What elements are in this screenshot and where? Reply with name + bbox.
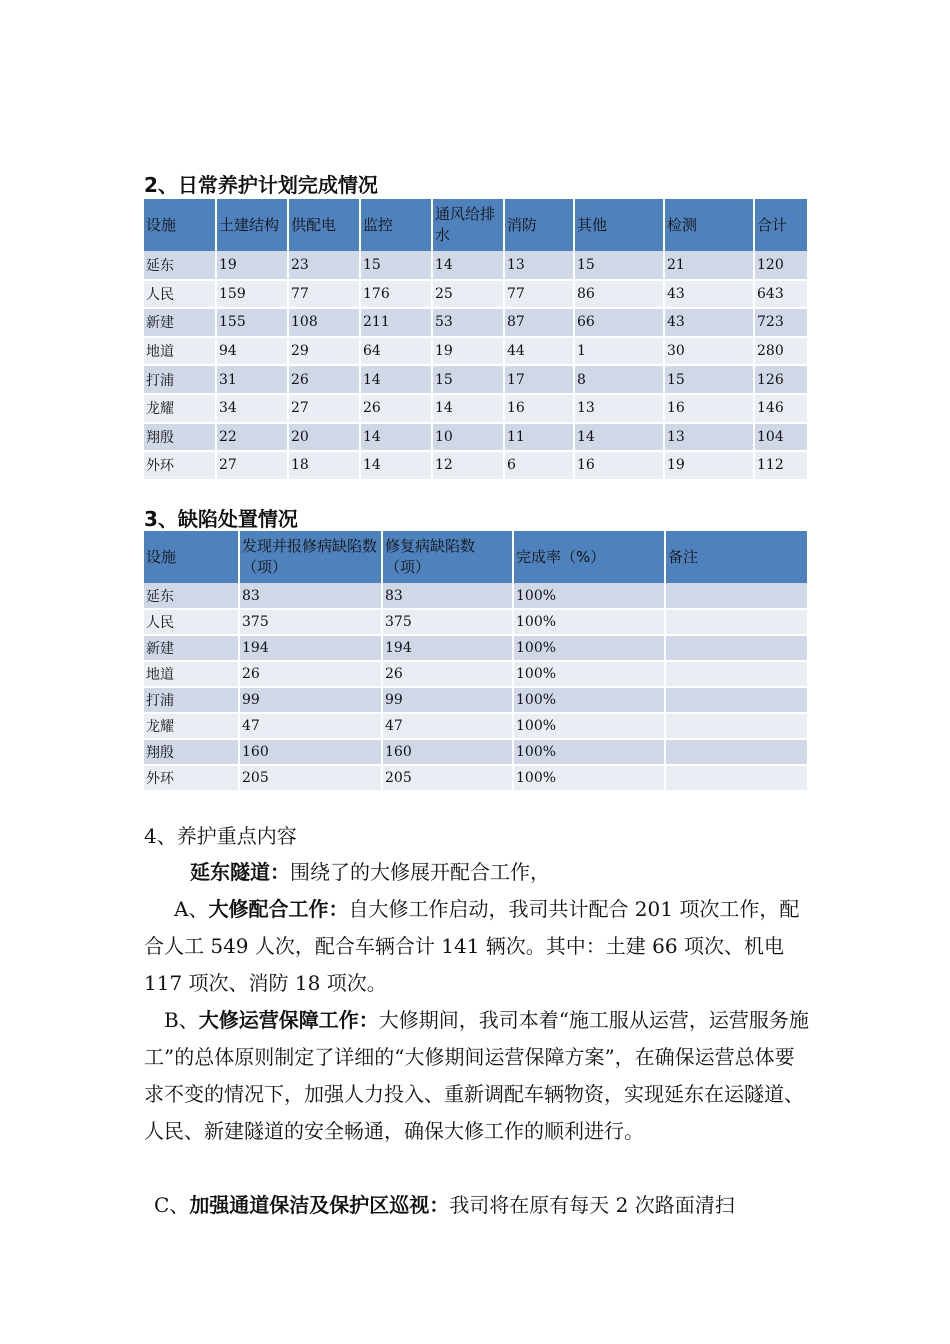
table-cell: 21 bbox=[664, 251, 754, 280]
table-row bbox=[144, 713, 807, 739]
table-row bbox=[144, 661, 807, 687]
defect-handling-table bbox=[144, 531, 807, 792]
yandong-text: 围绕了的大修展开配合工作， bbox=[290, 860, 550, 884]
table-row bbox=[144, 687, 807, 713]
table-cell: 25 bbox=[432, 280, 504, 309]
table-cell: 6 bbox=[504, 451, 574, 480]
column-header: 通风给排水 bbox=[432, 199, 504, 251]
table-cell: 30 bbox=[664, 337, 754, 366]
table-cell: 176 bbox=[360, 280, 432, 309]
paragraph-b-label: 大修运营保障工作： bbox=[198, 1008, 379, 1032]
table-cell: 13 bbox=[574, 394, 664, 423]
table-cell bbox=[665, 739, 807, 765]
table-cell: 86 bbox=[574, 280, 664, 309]
column-header: 备注 bbox=[665, 531, 807, 583]
table-cell: 43 bbox=[664, 280, 754, 309]
table-cell: 100% bbox=[513, 765, 665, 791]
table-cell: 723 bbox=[754, 308, 807, 337]
table-cell: 100% bbox=[513, 687, 665, 713]
column-header: 设施 bbox=[144, 199, 216, 251]
table-cell: 18 bbox=[288, 451, 360, 480]
table-cell: 14 bbox=[574, 423, 664, 452]
table-cell: 47 bbox=[239, 713, 382, 739]
table-cell: 20 bbox=[288, 423, 360, 452]
table-cell: 8 bbox=[574, 365, 664, 394]
paragraph-b-text: 大修期间，我司本着“施工服从运营，运营服务施工”的总体原则制定了详细的“大修期间运营保障方案”，在确保运营总体要求不变的情况下，加强人力投入、重新调配车辆物资，实现延东在运隧道、人民、新建隧道的安全畅通，确保大修工作的顺利进行。 bbox=[144, 1008, 809, 1143]
table-cell: 26 bbox=[360, 394, 432, 423]
table-cell: 13 bbox=[504, 251, 574, 280]
table-cell: 100% bbox=[513, 583, 665, 609]
facility-cell: 新建 bbox=[144, 635, 239, 661]
table-cell: 94 bbox=[216, 337, 288, 366]
table-cell: 280 bbox=[754, 337, 807, 366]
table-cell: 77 bbox=[288, 280, 360, 309]
paragraph-c-prefix: C、 bbox=[154, 1193, 190, 1217]
column-header: 完成率（%） bbox=[513, 531, 665, 583]
table-cell: 11 bbox=[504, 423, 574, 452]
paragraph-c-label: 加强通道保洁及保护区巡视： bbox=[189, 1193, 450, 1217]
facility-cell: 地道 bbox=[144, 661, 239, 687]
table-cell bbox=[665, 661, 807, 687]
table-header-row bbox=[144, 199, 807, 251]
table-cell: 205 bbox=[382, 765, 513, 791]
table-cell: 194 bbox=[239, 635, 382, 661]
table-row bbox=[144, 280, 807, 309]
table-cell: 22 bbox=[216, 423, 288, 452]
table-cell: 27 bbox=[216, 451, 288, 480]
table-cell: 83 bbox=[382, 583, 513, 609]
table-cell: 375 bbox=[382, 609, 513, 635]
table-cell: 66 bbox=[574, 308, 664, 337]
table-row bbox=[144, 609, 807, 635]
table-cell: 375 bbox=[239, 609, 382, 635]
table-cell bbox=[665, 713, 807, 739]
table-cell: 16 bbox=[664, 394, 754, 423]
column-header: 供配电 bbox=[288, 199, 360, 251]
section-4-title: 4、养护重点内容 bbox=[144, 824, 297, 848]
table-cell: 100% bbox=[513, 635, 665, 661]
table-row bbox=[144, 765, 807, 791]
table-row bbox=[144, 308, 807, 337]
table-row bbox=[144, 635, 807, 661]
table-cell: 100% bbox=[513, 739, 665, 765]
column-header: 监控 bbox=[360, 199, 432, 251]
table-row bbox=[144, 423, 807, 452]
column-header: 合计 bbox=[754, 199, 807, 251]
facility-cell: 人民 bbox=[144, 280, 216, 309]
table-cell: 53 bbox=[432, 308, 504, 337]
table-cell: 194 bbox=[382, 635, 513, 661]
facility-cell: 新建 bbox=[144, 308, 216, 337]
paragraph-b-prefix: B、 bbox=[164, 1008, 199, 1032]
table-cell: 15 bbox=[360, 251, 432, 280]
table-cell: 104 bbox=[754, 423, 807, 452]
table-cell: 15 bbox=[574, 251, 664, 280]
table-cell: 10 bbox=[432, 423, 504, 452]
table-cell: 77 bbox=[504, 280, 574, 309]
table-row bbox=[144, 394, 807, 423]
table-cell: 12 bbox=[432, 451, 504, 480]
table-cell bbox=[665, 687, 807, 713]
column-header: 消防 bbox=[504, 199, 574, 251]
column-header: 土建结构 bbox=[216, 199, 288, 251]
facility-cell: 外环 bbox=[144, 765, 239, 791]
daily-maintenance-table bbox=[144, 199, 807, 481]
facility-cell: 打浦 bbox=[144, 365, 216, 394]
yandong-intro bbox=[144, 854, 814, 891]
table-cell: 146 bbox=[754, 394, 807, 423]
table-cell: 1 bbox=[574, 337, 664, 366]
table-row bbox=[144, 451, 807, 480]
table-cell: 26 bbox=[239, 661, 382, 687]
table-cell bbox=[665, 583, 807, 609]
table-cell: 26 bbox=[382, 661, 513, 687]
column-header: 其他 bbox=[574, 199, 664, 251]
table-cell: 100% bbox=[513, 661, 665, 687]
table-cell: 13 bbox=[664, 423, 754, 452]
table-cell: 14 bbox=[432, 394, 504, 423]
table-cell: 205 bbox=[239, 765, 382, 791]
table-cell: 14 bbox=[432, 251, 504, 280]
paragraph-b bbox=[144, 1002, 814, 1150]
paragraph-a bbox=[144, 891, 814, 1002]
table-cell: 99 bbox=[382, 687, 513, 713]
table-row bbox=[144, 365, 807, 394]
table-cell: 99 bbox=[239, 687, 382, 713]
table-cell: 64 bbox=[360, 337, 432, 366]
table-cell: 14 bbox=[360, 365, 432, 394]
facility-cell: 翔殷 bbox=[144, 423, 216, 452]
section-3-title: 3、缺陷处置情况 bbox=[144, 507, 298, 531]
table-cell: 44 bbox=[504, 337, 574, 366]
table-cell: 126 bbox=[754, 365, 807, 394]
table-cell bbox=[665, 635, 807, 661]
facility-cell: 人民 bbox=[144, 609, 239, 635]
facility-cell: 龙耀 bbox=[144, 394, 216, 423]
column-header: 设施 bbox=[144, 531, 239, 583]
table-cell: 19 bbox=[216, 251, 288, 280]
table-cell: 19 bbox=[664, 451, 754, 480]
table-cell: 16 bbox=[574, 451, 664, 480]
table-cell: 17 bbox=[504, 365, 574, 394]
table-cell: 87 bbox=[504, 308, 574, 337]
table-cell: 120 bbox=[754, 251, 807, 280]
column-header: 发现并报修病缺陷数（项） bbox=[239, 531, 382, 583]
section-2-title: 2、日常养护计划完成情况 bbox=[144, 173, 378, 197]
table-row bbox=[144, 739, 807, 765]
paragraph-a-prefix: A、 bbox=[174, 897, 209, 921]
paragraph-a-text: 自大修工作启动，我司共计配合 201 项次工作，配合人工 549 人次，配合车辆合计 141 辆次。其中：土建 66 项次、机电 117 项次、消防 18 项次。 bbox=[144, 897, 800, 995]
table-cell: 47 bbox=[382, 713, 513, 739]
table-cell: 29 bbox=[288, 337, 360, 366]
table-cell: 211 bbox=[360, 308, 432, 337]
table-cell: 14 bbox=[360, 451, 432, 480]
table-cell: 16 bbox=[504, 394, 574, 423]
table-cell: 100% bbox=[513, 609, 665, 635]
table-cell: 31 bbox=[216, 365, 288, 394]
paragraph-c-text: 我司将在原有每天 2 次路面清扫 bbox=[449, 1193, 735, 1217]
facility-cell: 延东 bbox=[144, 251, 216, 280]
table-cell: 15 bbox=[664, 365, 754, 394]
table-cell: 155 bbox=[216, 308, 288, 337]
facility-cell: 外环 bbox=[144, 451, 216, 480]
table-row bbox=[144, 583, 807, 609]
table-cell: 643 bbox=[754, 280, 807, 309]
table-cell: 34 bbox=[216, 394, 288, 423]
table-cell: 23 bbox=[288, 251, 360, 280]
table-cell: 15 bbox=[432, 365, 504, 394]
facility-cell: 延东 bbox=[144, 583, 239, 609]
table-cell bbox=[665, 765, 807, 791]
table-cell: 160 bbox=[382, 739, 513, 765]
table-cell: 83 bbox=[239, 583, 382, 609]
table-cell: 26 bbox=[288, 365, 360, 394]
table-cell: 108 bbox=[288, 308, 360, 337]
facility-cell: 地道 bbox=[144, 337, 216, 366]
table-cell: 112 bbox=[754, 451, 807, 480]
yandong-label: 延东隧道： bbox=[190, 860, 290, 884]
table-row bbox=[144, 251, 807, 280]
column-header: 检测 bbox=[664, 199, 754, 251]
table-cell bbox=[665, 609, 807, 635]
table-cell: 43 bbox=[664, 308, 754, 337]
table-cell: 159 bbox=[216, 280, 288, 309]
table-row bbox=[144, 337, 807, 366]
table-cell: 160 bbox=[239, 739, 382, 765]
table-cell: 100% bbox=[513, 713, 665, 739]
table-cell: 14 bbox=[360, 423, 432, 452]
paragraph-a-label: 大修配合工作： bbox=[208, 897, 349, 921]
facility-cell: 龙耀 bbox=[144, 713, 239, 739]
table-cell: 27 bbox=[288, 394, 360, 423]
table-cell: 19 bbox=[432, 337, 504, 366]
table-header-row bbox=[144, 531, 807, 583]
paragraph-c bbox=[144, 1187, 814, 1224]
facility-cell: 翔殷 bbox=[144, 739, 239, 765]
column-header: 修复病缺陷数（项） bbox=[382, 531, 513, 583]
facility-cell: 打浦 bbox=[144, 687, 239, 713]
